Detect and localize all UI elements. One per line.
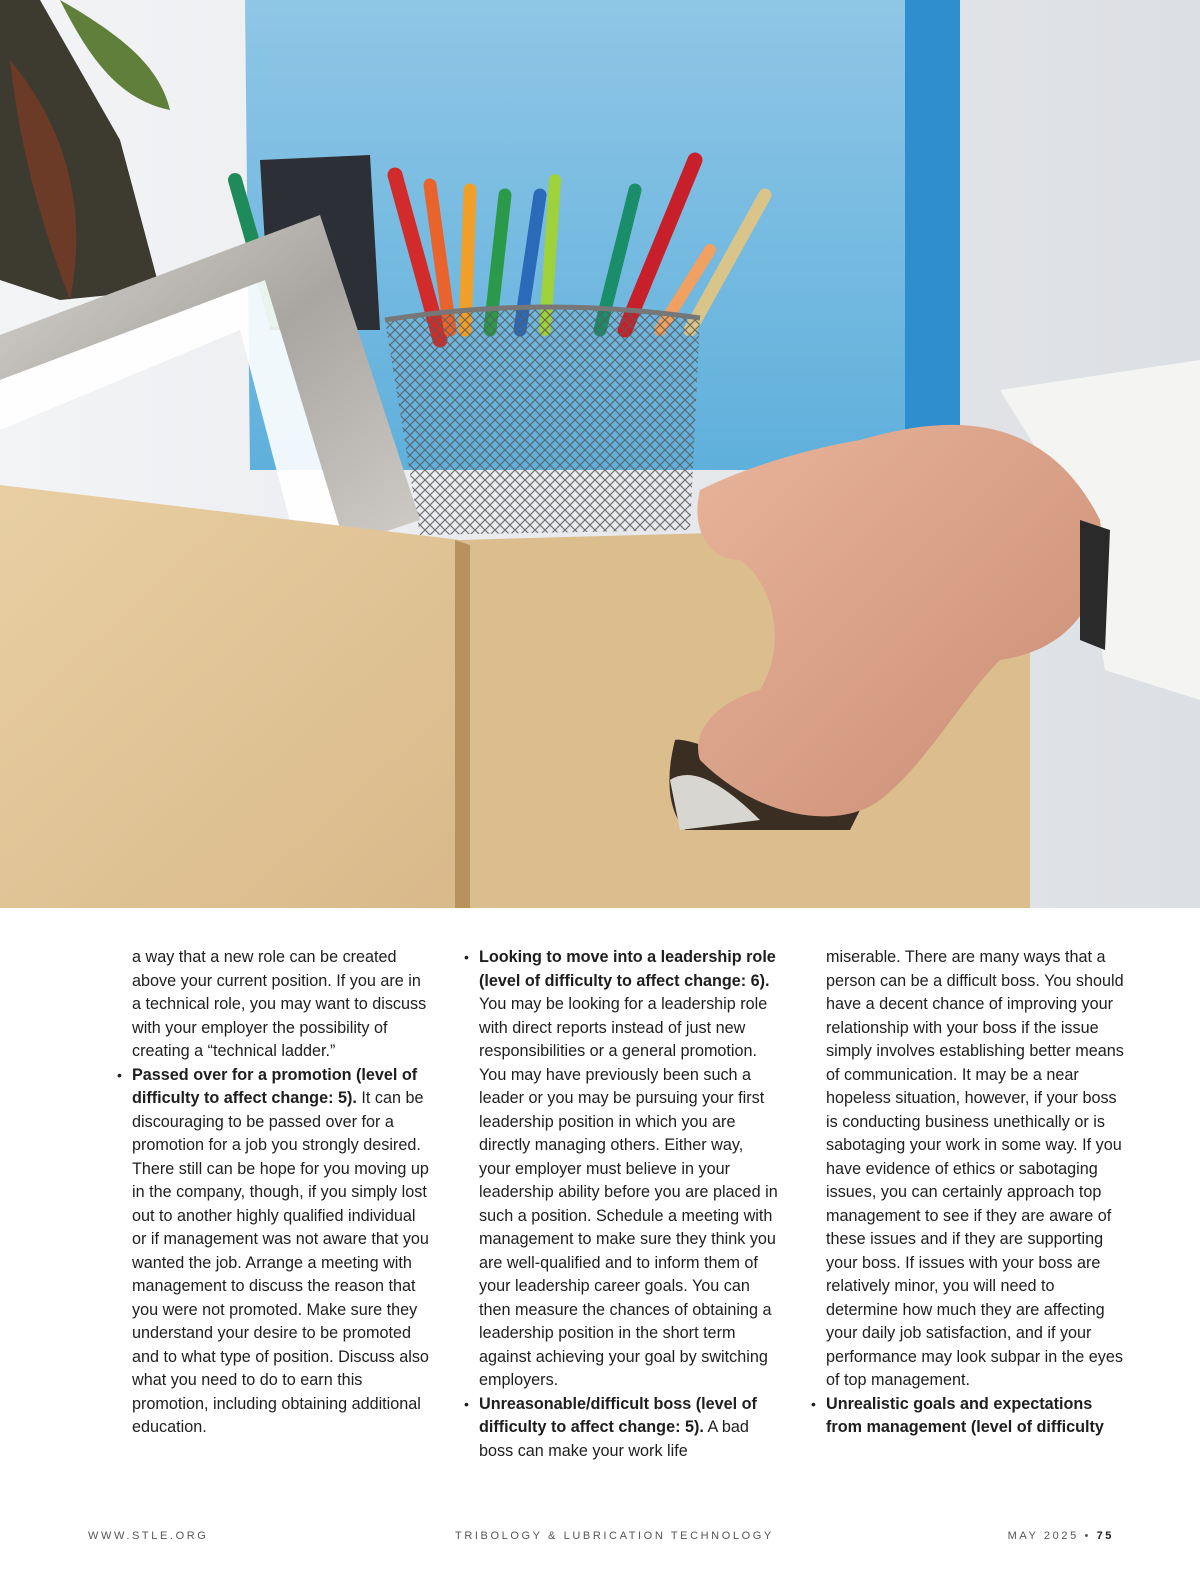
list-item-text: A bad boss can make your work life — [479, 1418, 749, 1460]
list-item-heading: Unreasonable/difficult boss (level of difficulty to affect change: 5). — [479, 1394, 757, 1436]
footer-website: WWW.STLE.ORG — [88, 1530, 209, 1542]
footer-date: MAY 2025 • — [1007, 1530, 1091, 1542]
list-item-heading: Looking to move into a leadership role (level of difficulty to affect change: 6). — [479, 948, 776, 990]
page-number: 75 — [1096, 1530, 1114, 1542]
page-footer — [0, 1530, 1200, 1550]
list-item-heading: Unrealistic goals and expectations from management (level of difficulty — [826, 1394, 1104, 1436]
article-body — [0, 946, 1200, 1501]
paragraph-continuation: miserable. There are many ways that a person can be a difficult boss. You should have a decent chance of improving your relationship with your boss if the issue simply involves establishing better means of communication. It may be a near hopeless situation, however, if your boss is conducting business unethically or is sabotaging your work in some way. If you have evidence of ethics or sabotaging issues, you can certainly approach top management to see if they are aware of these issues and if they are supporting your boss. If issues with your boss are relatively minor, you will need to determine how much they are affecting your daily job satisfaction, and if your performance may look subpar in the eyes of top management. — [826, 948, 1124, 1389]
list-item-text: It can be discouraging to be passed over for a promotion for a job you strongly desired. There still can be hope for you moving up in the company, though, if you simply lost out to another highly qualified individual or if management was not aware that you wanted the job. Arrange a meeting with management to discuss the reason that you were not promoted. Make sure they understand your desire to be promoted and to what type of position. Discuss also what you need to do to earn this promotion, including obtaining additional education. — [132, 1089, 429, 1436]
column-2 — [479, 946, 779, 1463]
paragraph-continuation: a way that a new role can be created above your current position. If you are in a technical role, you may want to discuss with your employer the possibility of creating a “technical ladder.” — [132, 948, 427, 1060]
column-1 — [132, 946, 432, 1440]
list-item-text: You may be looking for a leadership role with direct reports instead of just new responsibilities or a general promotion. You may have previously been such a leader or you may be pursuing your first leadership position in which you are directly managing others. Either way, your employer must believe in your leadership ability before you are placed in such a position. Schedule a meeting with management to make sure they think you are well-qualified and to inform them of your leadership career goals. You can then measure the chances of obtaining a leadership position in the short term against achieving your goal by switching employers. — [479, 995, 778, 1389]
list-item-difficult-boss — [479, 1393, 779, 1464]
list-item-passed-over — [132, 1064, 432, 1440]
column-3 — [826, 946, 1126, 1440]
list-item-heading: Passed over for a promotion (level of difficulty to affect change: 5). — [132, 1065, 418, 1107]
footer-date-page — [1008, 1530, 1114, 1542]
footer-publication: TRIBOLOGY & LUBRICATION TECHNOLOGY — [455, 1530, 774, 1542]
list-item-leadership — [479, 946, 779, 1393]
list-item-unrealistic-goals — [826, 1393, 1126, 1440]
